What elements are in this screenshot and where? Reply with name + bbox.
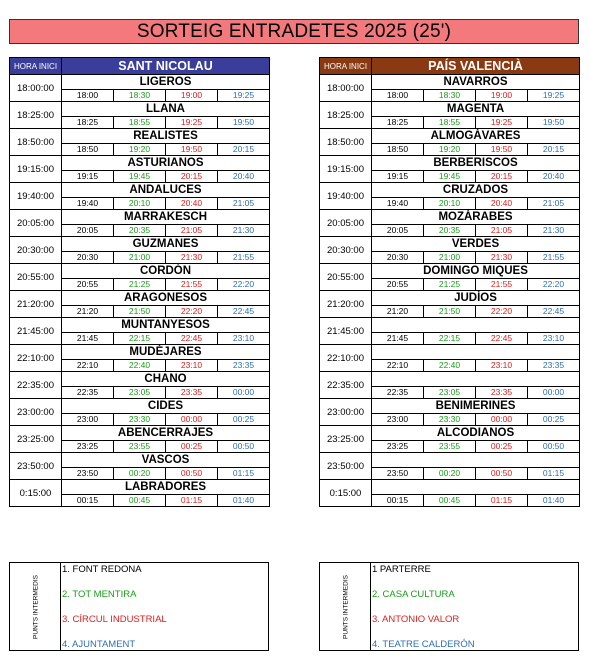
page-title: SORTEIG ENTRADETES 2025 (25') <box>9 19 579 44</box>
checkpoint-time-3: 20:40 <box>476 198 528 210</box>
start-time: 22:35:00 <box>320 372 372 399</box>
start-time: 20:05:00 <box>320 210 372 237</box>
legend-vertical-label <box>10 563 61 650</box>
checkpoint-time-3: 22:20 <box>476 306 528 318</box>
checkpoint-time-4: 00:50 <box>528 441 580 453</box>
checkpoint-time-1: 21:20 <box>62 306 114 318</box>
checkpoint-time-1: 20:55 <box>372 279 424 291</box>
group-name: CHANO <box>62 372 270 387</box>
checkpoint-time-1: 19:15 <box>372 171 424 183</box>
start-time: 23:00:00 <box>320 399 372 426</box>
checkpoint-time-4: 00:00 <box>528 387 580 399</box>
group-name: BENIMERINES <box>372 399 580 414</box>
checkpoint-time-3: 01:15 <box>166 495 218 507</box>
checkpoint-time-4: 21:05 <box>218 198 270 210</box>
group-name: VERDES <box>372 237 580 252</box>
checkpoint-time-3: 22:45 <box>166 333 218 345</box>
checkpoint-time-1: 23:50 <box>372 468 424 480</box>
checkpoint-time-1: 23:00 <box>62 414 114 426</box>
checkpoint-time-3: 00:00 <box>166 414 218 426</box>
checkpoint-time-3: 21:30 <box>476 252 528 264</box>
start-time: 22:35:00 <box>10 372 62 399</box>
checkpoint-time-4: 20:15 <box>528 144 580 156</box>
checkpoint-time-3: 21:05 <box>476 225 528 237</box>
start-time: 18:00:00 <box>10 75 62 102</box>
start-time: 20:30:00 <box>10 237 62 264</box>
checkpoint-time-1: 23:25 <box>372 441 424 453</box>
start-time: 21:20:00 <box>10 291 62 318</box>
group-name: VASCOS <box>62 453 270 468</box>
checkpoint-time-3: 20:15 <box>476 171 528 183</box>
group-name <box>372 318 580 333</box>
checkpoint-time-2: 23:55 <box>114 441 166 453</box>
group-name: MARRAKESCH <box>62 210 270 225</box>
checkpoint-time-4: 22:20 <box>218 279 270 291</box>
legend-item: 1. FONT REDONA <box>62 564 142 575</box>
checkpoint-time-2: 21:25 <box>424 279 476 291</box>
start-time: 19:15:00 <box>320 156 372 183</box>
checkpoint-time-2: 21:25 <box>114 279 166 291</box>
checkpoint-time-4: 21:55 <box>218 252 270 264</box>
legend-vertical-label <box>320 563 371 650</box>
checkpoint-time-3: 00:25 <box>476 441 528 453</box>
group-name: ABENCERRAJES <box>62 426 270 441</box>
checkpoint-time-1: 20:55 <box>62 279 114 291</box>
checkpoint-time-2: 21:50 <box>114 306 166 318</box>
legend-item: 4. TEATRE CALDERÓN <box>372 639 475 650</box>
checkpoint-time-2: 22:15 <box>424 333 476 345</box>
group-name: ANDALUCES <box>62 183 270 198</box>
group-name: CORDÓN <box>62 264 270 279</box>
start-time: 23:00:00 <box>10 399 62 426</box>
group-name <box>372 453 580 468</box>
checkpoint-time-2: 23:05 <box>424 387 476 399</box>
checkpoint-time-2: 19:20 <box>424 144 476 156</box>
checkpoint-time-4: 22:45 <box>528 306 580 318</box>
checkpoint-time-4: 20:15 <box>218 144 270 156</box>
group-name: ASTURIANOS <box>62 156 270 171</box>
checkpoint-time-3: 01:15 <box>476 495 528 507</box>
start-time: 23:25:00 <box>10 426 62 453</box>
checkpoint-time-4: 21:30 <box>528 225 580 237</box>
start-time: 0:15:00 <box>320 480 372 507</box>
checkpoint-time-3: 22:20 <box>166 306 218 318</box>
checkpoint-time-1: 22:10 <box>372 360 424 372</box>
checkpoint-time-4: 21:05 <box>528 198 580 210</box>
start-time: 18:50:00 <box>320 129 372 156</box>
checkpoint-time-1: 18:50 <box>372 144 424 156</box>
checkpoint-time-3: 21:30 <box>166 252 218 264</box>
checkpoint-time-3: 19:50 <box>166 144 218 156</box>
checkpoint-time-2: 00:45 <box>424 495 476 507</box>
checkpoint-time-3: 21:55 <box>476 279 528 291</box>
checkpoint-time-2: 20:35 <box>424 225 476 237</box>
checkpoint-time-4: 19:25 <box>218 90 270 102</box>
legend-item: 2. TOT MENTIRA <box>62 589 137 600</box>
checkpoint-time-3: 22:45 <box>476 333 528 345</box>
checkpoint-time-2: 20:10 <box>424 198 476 210</box>
checkpoint-time-4: 22:45 <box>218 306 270 318</box>
checkpoint-time-1: 20:30 <box>62 252 114 264</box>
checkpoint-time-4: 19:50 <box>218 117 270 129</box>
checkpoint-time-4: 00:25 <box>218 414 270 426</box>
checkpoint-time-4: 22:20 <box>528 279 580 291</box>
checkpoint-time-3: 20:15 <box>166 171 218 183</box>
checkpoint-time-4: 01:40 <box>528 495 580 507</box>
start-time: 19:40:00 <box>320 183 372 210</box>
checkpoint-time-3: 20:40 <box>166 198 218 210</box>
start-time: 18:25:00 <box>320 102 372 129</box>
checkpoint-time-2: 20:35 <box>114 225 166 237</box>
group-name: DOMINGO MIQUES <box>372 264 580 279</box>
checkpoint-time-4: 20:40 <box>528 171 580 183</box>
checkpoint-time-2: 22:15 <box>114 333 166 345</box>
legend-item: 1 PARTERRE <box>372 564 431 575</box>
checkpoint-time-1: 19:40 <box>372 198 424 210</box>
group-name: MUDÉJARES <box>62 345 270 360</box>
checkpoint-time-3: 00:25 <box>166 441 218 453</box>
checkpoint-time-1: 23:00 <box>372 414 424 426</box>
checkpoint-time-1: 21:20 <box>372 306 424 318</box>
checkpoint-time-4: 00:25 <box>528 414 580 426</box>
checkpoint-time-2: 19:45 <box>424 171 476 183</box>
group-name: NAVARROS <box>372 75 580 90</box>
checkpoint-time-4: 23:10 <box>218 333 270 345</box>
legend-item: 3. ANTONIO VALOR <box>372 614 460 625</box>
start-time: 18:00:00 <box>320 75 372 102</box>
district-header: SANT NICOLAU <box>62 58 270 75</box>
checkpoint-time-2: 18:55 <box>424 117 476 129</box>
hora-inici-header: HORA INICI <box>10 58 62 75</box>
legend-item: 2. CASA CULTURA <box>372 589 455 600</box>
checkpoint-time-2: 18:55 <box>114 117 166 129</box>
group-name: REALISTES <box>62 129 270 144</box>
checkpoint-time-4: 00:50 <box>218 441 270 453</box>
checkpoint-time-4: 00:00 <box>218 387 270 399</box>
checkpoint-time-3: 19:00 <box>476 90 528 102</box>
checkpoint-time-4: 20:40 <box>218 171 270 183</box>
start-time: 23:50:00 <box>10 453 62 480</box>
checkpoint-time-1: 22:10 <box>62 360 114 372</box>
checkpoint-time-2: 19:45 <box>114 171 166 183</box>
group-name: JUDÍOS <box>372 291 580 306</box>
start-time: 20:30:00 <box>320 237 372 264</box>
district-header: PAÍS VALENCIÀ <box>372 58 580 75</box>
checkpoint-time-1: 00:15 <box>62 495 114 507</box>
start-time: 23:25:00 <box>320 426 372 453</box>
checkpoint-time-4: 01:15 <box>218 468 270 480</box>
checkpoint-time-1: 18:50 <box>62 144 114 156</box>
group-name <box>372 372 580 387</box>
hora-inici-header: HORA INICI <box>320 58 372 75</box>
group-name <box>372 480 580 495</box>
checkpoint-time-2: 21:00 <box>424 252 476 264</box>
checkpoint-time-1: 21:45 <box>372 333 424 345</box>
checkpoint-time-2: 20:10 <box>114 198 166 210</box>
group-name: CRUZADOS <box>372 183 580 198</box>
checkpoint-time-2: 22:40 <box>114 360 166 372</box>
checkpoint-time-4: 19:25 <box>528 90 580 102</box>
checkpoint-time-3: 00:50 <box>476 468 528 480</box>
checkpoint-time-3: 00:00 <box>476 414 528 426</box>
checkpoint-time-2: 23:55 <box>424 441 476 453</box>
checkpoint-time-1: 20:05 <box>62 225 114 237</box>
checkpoint-time-3: 19:25 <box>166 117 218 129</box>
checkpoint-time-1: 18:00 <box>372 90 424 102</box>
start-time: 0:15:00 <box>10 480 62 507</box>
checkpoint-time-2: 18:30 <box>114 90 166 102</box>
checkpoint-time-3: 00:50 <box>166 468 218 480</box>
checkpoint-time-4: 01:40 <box>218 495 270 507</box>
group-name <box>372 345 580 360</box>
start-time: 20:55:00 <box>320 264 372 291</box>
group-name: MAGENTA <box>372 102 580 117</box>
checkpoint-time-4: 21:55 <box>528 252 580 264</box>
legend-left <box>9 562 269 651</box>
checkpoint-time-3: 19:00 <box>166 90 218 102</box>
group-name: ALCODIANOS <box>372 426 580 441</box>
group-name: LABRADORES <box>62 480 270 495</box>
schedule-table-sant-nicolau <box>9 57 270 507</box>
group-name: LIGEROS <box>62 75 270 90</box>
checkpoint-time-2: 19:20 <box>114 144 166 156</box>
group-name: MUNTANYESOS <box>62 318 270 333</box>
checkpoint-time-3: 23:35 <box>166 387 218 399</box>
legend-label: PUNTS INTERMEDIS <box>342 575 350 639</box>
group-name: ARAGONESOS <box>62 291 270 306</box>
checkpoint-time-2: 23:30 <box>424 414 476 426</box>
start-time: 22:10:00 <box>320 345 372 372</box>
checkpoint-time-2: 23:30 <box>114 414 166 426</box>
checkpoint-time-3: 19:50 <box>476 144 528 156</box>
checkpoint-time-3: 23:10 <box>166 360 218 372</box>
checkpoint-time-1: 18:25 <box>62 117 114 129</box>
checkpoint-time-2: 00:45 <box>114 495 166 507</box>
start-time: 19:15:00 <box>10 156 62 183</box>
start-time: 21:20:00 <box>320 291 372 318</box>
checkpoint-time-3: 19:25 <box>476 117 528 129</box>
checkpoint-time-1: 22:35 <box>372 387 424 399</box>
checkpoint-time-1: 20:05 <box>372 225 424 237</box>
checkpoint-time-1: 19:15 <box>62 171 114 183</box>
start-time: 21:45:00 <box>10 318 62 345</box>
checkpoint-time-1: 18:25 <box>372 117 424 129</box>
start-time: 20:05:00 <box>10 210 62 237</box>
start-time: 20:55:00 <box>10 264 62 291</box>
checkpoint-time-1: 22:35 <box>62 387 114 399</box>
checkpoint-time-2: 21:50 <box>424 306 476 318</box>
checkpoint-time-1: 00:15 <box>372 495 424 507</box>
checkpoint-time-2: 18:30 <box>424 90 476 102</box>
checkpoint-time-2: 00:20 <box>114 468 166 480</box>
checkpoint-time-4: 21:30 <box>218 225 270 237</box>
checkpoint-time-2: 23:05 <box>114 387 166 399</box>
checkpoint-time-4: 19:50 <box>528 117 580 129</box>
checkpoint-time-2: 00:20 <box>424 468 476 480</box>
checkpoint-time-4: 23:10 <box>528 333 580 345</box>
group-name: LLANA <box>62 102 270 117</box>
legend-item: 4. AJUNTAMENT <box>62 639 136 650</box>
checkpoint-time-1: 19:40 <box>62 198 114 210</box>
group-name: MOZÁRABES <box>372 210 580 225</box>
checkpoint-time-2: 21:00 <box>114 252 166 264</box>
checkpoint-time-3: 21:55 <box>166 279 218 291</box>
legend-right <box>319 562 579 651</box>
group-name: CIDES <box>62 399 270 414</box>
start-time: 23:50:00 <box>320 453 372 480</box>
start-time: 18:50:00 <box>10 129 62 156</box>
start-time: 19:40:00 <box>10 183 62 210</box>
checkpoint-time-4: 01:15 <box>528 468 580 480</box>
checkpoint-time-2: 22:40 <box>424 360 476 372</box>
checkpoint-time-3: 21:05 <box>166 225 218 237</box>
checkpoint-time-4: 23:35 <box>218 360 270 372</box>
start-time: 18:25:00 <box>10 102 62 129</box>
checkpoint-time-1: 23:25 <box>62 441 114 453</box>
schedule-table-pais-valencia <box>319 57 580 507</box>
start-time: 21:45:00 <box>320 318 372 345</box>
checkpoint-time-3: 23:35 <box>476 387 528 399</box>
checkpoint-time-3: 23:10 <box>476 360 528 372</box>
group-name: GUZMANES <box>62 237 270 252</box>
checkpoint-time-1: 21:45 <box>62 333 114 345</box>
group-name: BERBERISCOS <box>372 156 580 171</box>
checkpoint-time-1: 18:00 <box>62 90 114 102</box>
start-time: 22:10:00 <box>10 345 62 372</box>
checkpoint-time-1: 20:30 <box>372 252 424 264</box>
legend-label: PUNTS INTERMEDIS <box>32 575 40 639</box>
checkpoint-time-1: 23:50 <box>62 468 114 480</box>
checkpoint-time-4: 23:35 <box>528 360 580 372</box>
legend-item: 3. CÍRCUL INDUSTRIAL <box>62 614 167 625</box>
group-name: ALMOGÀVARES <box>372 129 580 144</box>
